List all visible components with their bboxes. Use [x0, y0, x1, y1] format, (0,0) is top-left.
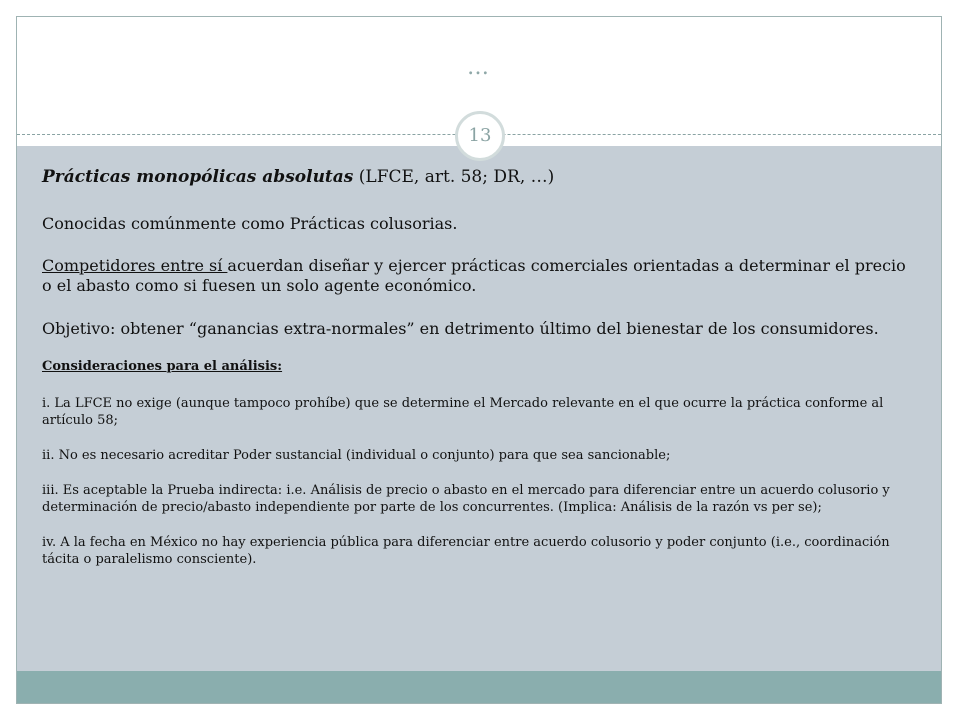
- considerations-heading: Consideraciones para el análisis:: [42, 359, 283, 374]
- consideration-item-3: iii. Es aceptable la Prueba indirecta: i.e. Análisis de precio o abasto en el mercado para diferenciar entre un acuerdo colusorio y determinación de precio/abasto independiente por parte de los concurrentes. (Implica: Análisis de la razón vs per se);: [42, 483, 890, 515]
- competitors-paragraph: [42, 256, 912, 296]
- slide-title: …: [467, 55, 491, 80]
- heading-paragraph: [42, 166, 912, 188]
- slide-number-badge: 13: [455, 111, 505, 161]
- slide-body: [42, 166, 912, 586]
- consideration-item-2: ii. No es necesario acreditar Poder sustancial (individual o conjunto) para que sea sancionable;: [42, 448, 671, 463]
- also-known-paragraph: Conocidas comúnmente como Prácticas colusorias.: [42, 214, 458, 233]
- heading-reference: (LFCE, art. 58; DR, …): [353, 167, 555, 187]
- consideration-item-1: i. La LFCE no exige (aunque tampoco prohíbe) que se determine el Mercado relevante en el que ocurre la práctica conforme al artículo 58;: [42, 396, 884, 428]
- slide: [16, 16, 942, 704]
- competitors-rest: acuerdan diseñar y ejercer prácticas comerciales orientadas a determinar el precio o el abasto como si fuesen un solo agente económico.: [42, 256, 906, 295]
- heading-strong: Prácticas monopólicas absolutas: [42, 167, 354, 187]
- competitors-underlined: Competidores entre sí: [42, 256, 228, 275]
- objective-paragraph: Objetivo: obtener “ganancias extra-normales” en detrimento último del bienestar de los consumidores.: [42, 319, 879, 338]
- content-area: [17, 146, 941, 671]
- footer-band: [17, 671, 941, 704]
- consideration-item-4: iv. A la fecha en México no hay experiencia pública para diferenciar entre acuerdo colusorio y poder conjunto (i.e., coordinación tácita o paralelismo consciente).: [42, 535, 890, 567]
